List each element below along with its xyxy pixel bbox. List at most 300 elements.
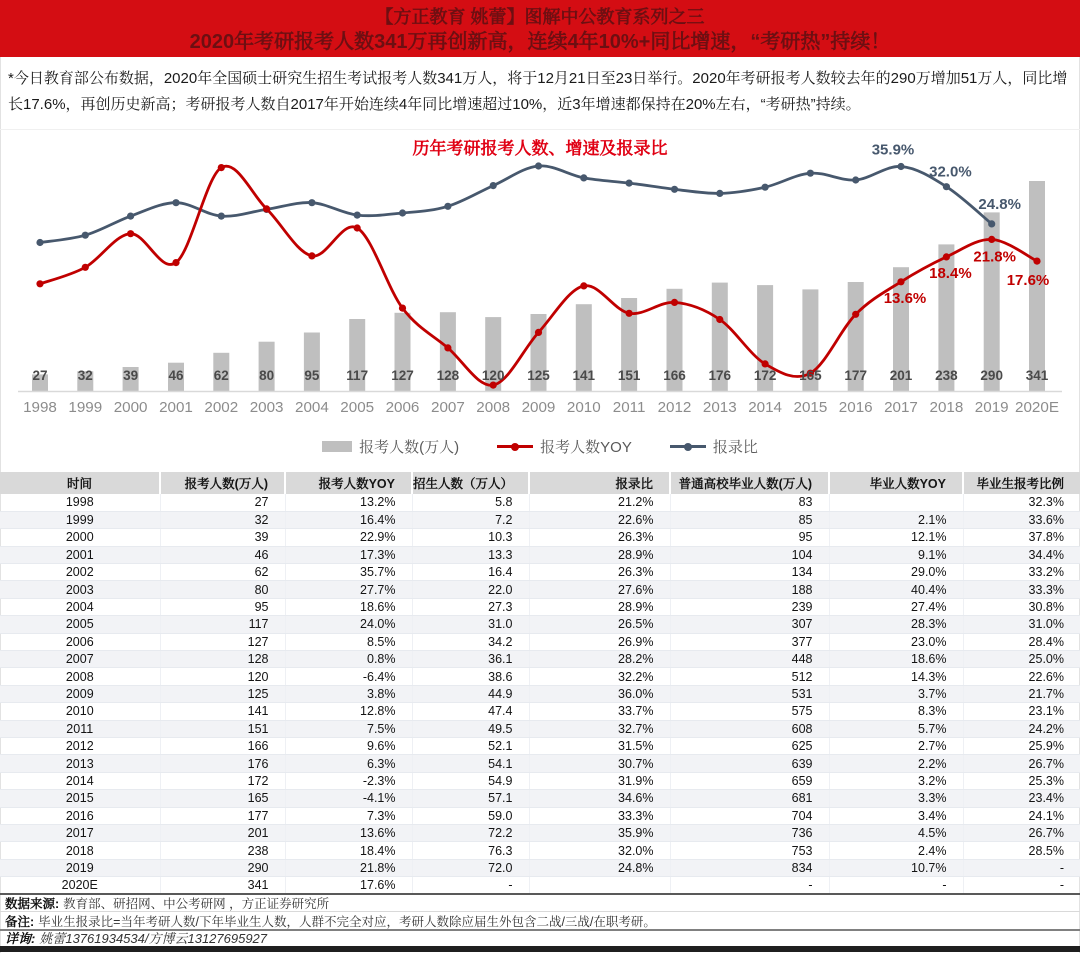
table-cell: 25.9% [963, 737, 1080, 754]
table-cell: 21.2% [529, 494, 670, 511]
x-tick-label: 2011 [612, 399, 646, 416]
table-column-header: 时间 [0, 472, 160, 494]
data-point [444, 344, 451, 351]
x-tick-label: 2010 [566, 399, 601, 416]
table-cell: 238 [160, 842, 285, 859]
table-cell: 7.5% [285, 720, 412, 737]
x-tick-label: 2009 [521, 399, 556, 416]
table-cell: 32 [160, 511, 285, 528]
data-point [580, 282, 587, 289]
table-cell: -6.4% [285, 668, 412, 685]
table-cell: 23.1% [963, 703, 1080, 720]
table-cell: 30.7% [529, 755, 670, 772]
table-cell: 13.6% [285, 824, 412, 841]
table-cell: 62 [160, 564, 285, 581]
x-tick-label: 2017 [884, 399, 918, 416]
table-cell: 25.3% [963, 772, 1080, 789]
table-cell: 27.7% [285, 581, 412, 598]
table-cell: 28.4% [963, 633, 1080, 650]
table-cell: 104 [670, 546, 829, 563]
x-tick-label: 2013 [702, 399, 737, 416]
table-cell: 12.1% [829, 529, 963, 546]
legend-yoy-dot [511, 443, 519, 451]
table-row [0, 842, 1080, 859]
table-cell: 1998 [0, 494, 160, 511]
table-cell: 44.9 [412, 685, 529, 702]
table-cell: 72.0 [412, 859, 529, 876]
bar-value-label: 290 [980, 368, 1003, 383]
table-cell: 32.7% [529, 720, 670, 737]
table-cell: 16.4 [412, 564, 529, 581]
table-cell: 448 [670, 651, 829, 668]
table-cell: 35.7% [285, 564, 412, 581]
data-point [172, 199, 179, 206]
table-cell: 5.8 [412, 494, 529, 511]
table-cell: 2005 [0, 616, 160, 633]
table-column-header: 报录比 [529, 472, 670, 494]
data-point [354, 212, 361, 219]
table-cell: 32.3% [963, 494, 1080, 511]
annotation-label: 24.8% [978, 195, 1021, 213]
x-tick-label: 2006 [385, 399, 420, 416]
x-tick-label: 1999 [68, 399, 103, 416]
bar-value-label: 32 [77, 368, 93, 383]
data-point [218, 164, 225, 171]
bar [259, 342, 275, 391]
data-point [988, 236, 995, 243]
table-row [0, 824, 1080, 841]
table-cell: 17.3% [285, 546, 412, 563]
table-cell: 59.0 [412, 807, 529, 824]
annotation-label: 32.0% [929, 163, 972, 181]
table-cell: 2.1% [829, 511, 963, 528]
bar-value-label: 80 [259, 368, 275, 383]
x-tick-label: 2004 [295, 399, 329, 416]
table-row [0, 494, 1080, 511]
note-label: 备注: [5, 915, 35, 930]
bar-value-label: 27 [32, 368, 48, 383]
table-cell: 608 [670, 720, 829, 737]
data-point [399, 305, 406, 312]
table-cell: 83 [670, 494, 829, 511]
table-cell: 2018 [0, 842, 160, 859]
table-cell: 1999 [0, 511, 160, 528]
table-cell: 28.5% [963, 842, 1080, 859]
table-cell: 188 [670, 581, 829, 598]
table-cell: - [829, 877, 963, 895]
data-source-row [0, 895, 1080, 912]
table-row [0, 546, 1080, 563]
table-cell [529, 877, 670, 895]
data-point [127, 213, 134, 220]
table-row [0, 529, 1080, 546]
table-cell: 33.2% [963, 564, 1080, 581]
table-cell: 26.3% [529, 564, 670, 581]
table-cell: 34.2 [412, 633, 529, 650]
table-cell: 26.9% [529, 633, 670, 650]
x-tick-label: 2019 [974, 399, 1009, 416]
table-cell: 377 [670, 633, 829, 650]
annotation-label: 18.4% [929, 264, 972, 282]
table-cell: 95 [160, 598, 285, 615]
table-cell: 23.4% [963, 790, 1080, 807]
table-cell: 176 [160, 755, 285, 772]
data-point [490, 182, 497, 189]
table-cell: 9.1% [829, 546, 963, 563]
intro-paragraph: *今日教育部公布数据，2020年全国硕士研究生招生考试报考人数341万人，将于12月21日至23日举行。2020年考研报考人数较去年的290万增加51万人，同比增长17.6%，再创历史新高；考研报考人数自2017年开始连续4年同比增速超过10%，近3年增速都保持在20%左右，“考研热”持续。 [0, 57, 1080, 130]
table-cell: 26.7% [963, 824, 1080, 841]
table-cell: - [412, 877, 529, 895]
x-tick-label: 2012 [657, 399, 692, 416]
table-cell: 25.0% [963, 651, 1080, 668]
bar-value-label: 117 [346, 368, 369, 383]
table-cell: 2009 [0, 685, 160, 702]
contact-label: 详询: [5, 931, 36, 947]
data-point [82, 264, 89, 271]
table-cell: 753 [670, 842, 829, 859]
table-cell: 21.8% [285, 859, 412, 876]
table-cell: 33.7% [529, 703, 670, 720]
data-point [580, 174, 587, 181]
table-column-header: 普通高校毕业人数(万人) [670, 472, 829, 494]
x-tick-label: 2014 [748, 399, 782, 416]
bar-value-label: 201 [889, 368, 913, 383]
bar-value-label: 141 [572, 368, 596, 383]
table-cell: -4.1% [285, 790, 412, 807]
note-row [0, 912, 1080, 931]
x-tick-label: 2020E [1015, 399, 1059, 416]
legend-ratio-line-swatch [670, 445, 706, 448]
bar-value-label: 128 [436, 368, 460, 383]
table-cell: 17.6% [285, 877, 412, 895]
x-tick-label: 2003 [249, 399, 284, 416]
table-cell: 30.8% [963, 598, 1080, 615]
table-cell: 165 [160, 790, 285, 807]
x-tick-label: 2005 [340, 399, 375, 416]
table-cell: 2001 [0, 546, 160, 563]
data-point [716, 190, 723, 197]
table-cell: 29.0% [829, 564, 963, 581]
table-cell: 341 [160, 877, 285, 895]
table-cell: 512 [670, 668, 829, 685]
table-cell: 2002 [0, 564, 160, 581]
table-cell: 54.9 [412, 772, 529, 789]
data-source-text: 教育部、研招网、中公考研网 ，方正证券研究所 [63, 897, 330, 912]
table-cell: 127 [160, 633, 285, 650]
x-tick-label: 1998 [23, 399, 57, 416]
table-cell: 35.9% [529, 824, 670, 841]
data-point [852, 176, 859, 183]
chart-legend [0, 436, 1080, 457]
table-cell: 172 [160, 772, 285, 789]
table-cell: 2010 [0, 703, 160, 720]
data-point [943, 183, 950, 190]
table-row [0, 755, 1080, 772]
table-cell: 33.3% [963, 581, 1080, 598]
table-cell: -2.3% [285, 772, 412, 789]
data-point [399, 209, 406, 216]
table-cell: 2016 [0, 807, 160, 824]
table-row [0, 772, 1080, 789]
table-cell: 2008 [0, 668, 160, 685]
table-cell: 12.8% [285, 703, 412, 720]
data-point [716, 316, 723, 323]
table-cell: 10.7% [829, 859, 963, 876]
table-cell: 85 [670, 511, 829, 528]
table-row [0, 581, 1080, 598]
legend-label-ratio: 报录比 [712, 439, 758, 456]
table-cell [829, 494, 963, 511]
table-cell: 22.9% [285, 529, 412, 546]
table-cell: 639 [670, 755, 829, 772]
legend-item-applicants [322, 436, 459, 457]
table-cell: 27.6% [529, 581, 670, 598]
table-cell: 6.3% [285, 755, 412, 772]
x-tick-label: 2001 [159, 399, 193, 416]
data-point [671, 186, 678, 193]
data-point [218, 213, 225, 220]
table-cell: 704 [670, 807, 829, 824]
table-row [0, 859, 1080, 876]
data-point [807, 170, 814, 177]
table-cell: 28.9% [529, 598, 670, 615]
bar-value-label: 39 [123, 368, 139, 383]
annotation-label: 13.6% [883, 289, 927, 307]
table-cell: 32.2% [529, 668, 670, 685]
x-tick-label: 2015 [793, 399, 828, 416]
table-cell: 2011 [0, 720, 160, 737]
table-cell: 659 [670, 772, 829, 789]
table-cell: 18.6% [829, 651, 963, 668]
table-cell: 2004 [0, 598, 160, 615]
legend-label-applicants: 报考人数(万人) [359, 439, 460, 456]
bar-value-label: 46 [168, 368, 184, 383]
table-cell: 36.0% [529, 685, 670, 702]
table-cell: 18.4% [285, 842, 412, 859]
x-tick-label: 2007 [431, 399, 465, 416]
table-row [0, 511, 1080, 528]
table-cell: 32.0% [529, 842, 670, 859]
table-cell: 34.4% [963, 546, 1080, 563]
table-cell: 52.1 [412, 737, 529, 754]
table-cell: 151 [160, 720, 285, 737]
bar-value-label: 95 [304, 368, 320, 383]
table-column-header: 招生人数（万人） [412, 472, 529, 494]
data-point [988, 220, 995, 227]
table-cell: 34.6% [529, 790, 670, 807]
banner-series-title: 【方正教育 姚蕾】图解中公教育系列之三 [375, 7, 705, 27]
data-point [762, 360, 769, 367]
table-row [0, 651, 1080, 668]
table-row [0, 877, 1080, 895]
bar-value-label: 151 [617, 368, 641, 383]
table-cell: 24.8% [529, 859, 670, 876]
table-cell: 2000 [0, 529, 160, 546]
table-cell: 27.4% [829, 598, 963, 615]
table-cell: 0.8% [285, 651, 412, 668]
table-cell: 120 [160, 668, 285, 685]
data-point [897, 163, 904, 170]
table-cell: 76.3 [412, 842, 529, 859]
bar-value-label: 127 [391, 368, 414, 383]
data-point [36, 280, 43, 287]
table-cell: 33.6% [963, 511, 1080, 528]
table-row [0, 685, 1080, 702]
table-body [0, 494, 1080, 894]
legend-item-ratio [670, 436, 758, 457]
table-cell: 5.7% [829, 720, 963, 737]
table-cell: 39 [160, 529, 285, 546]
data-point [1033, 258, 1040, 265]
table-cell: 125 [160, 685, 285, 702]
table-cell: 3.8% [285, 685, 412, 702]
data-point [762, 184, 769, 191]
data-point [444, 203, 451, 210]
data-point [852, 311, 859, 318]
table-cell: 21.7% [963, 685, 1080, 702]
bar-value-label: 341 [1025, 368, 1049, 383]
table-cell: 38.6 [412, 668, 529, 685]
table-cell: 2006 [0, 633, 160, 650]
table-cell: 3.2% [829, 772, 963, 789]
table-cell: 128 [160, 651, 285, 668]
table-cell: 13.3 [412, 546, 529, 563]
series-line [40, 163, 992, 243]
table-cell: 13.2% [285, 494, 412, 511]
legend-label-yoy: 报考人数YOY [540, 439, 632, 456]
table-cell: - [963, 877, 1080, 895]
x-tick-label: 2008 [476, 399, 511, 416]
chart-title: 历年考研报考人数、增速及报录比 [412, 139, 668, 158]
table-cell: 2015 [0, 790, 160, 807]
table-cell: 8.5% [285, 633, 412, 650]
chart-section [0, 130, 1080, 460]
table-cell: 3.7% [829, 685, 963, 702]
table-row [0, 737, 1080, 754]
table-cell: 531 [670, 685, 829, 702]
table-cell: 2007 [0, 651, 160, 668]
table-cell: 26.7% [963, 755, 1080, 772]
data-point [36, 239, 43, 246]
data-point [535, 329, 542, 336]
table-head [0, 472, 1080, 494]
x-tick-label: 2002 [204, 399, 239, 416]
table-cell: 8.3% [829, 703, 963, 720]
table-cell: 681 [670, 790, 829, 807]
data-point [897, 278, 904, 285]
table-cell: 4.5% [829, 824, 963, 841]
table-cell: 7.2 [412, 511, 529, 528]
legend-bar-swatch [322, 441, 352, 452]
table-cell: 54.1 [412, 755, 529, 772]
table-column-header: 报考人数YOY [285, 472, 412, 494]
data-table [0, 472, 1080, 895]
table-cell: 33.3% [529, 807, 670, 824]
legend-ratio-dot [684, 443, 692, 451]
table-cell: 2012 [0, 737, 160, 754]
contact-row [0, 931, 1080, 946]
data-point [535, 162, 542, 169]
table-cell: 3.3% [829, 790, 963, 807]
data-point [263, 205, 270, 212]
table-column-header: 毕业人数YOY [829, 472, 963, 494]
table-cell: 239 [670, 598, 829, 615]
data-point [626, 310, 633, 317]
table-cell: 18.6% [285, 598, 412, 615]
table-header-row [0, 472, 1080, 494]
table-cell: 57.1 [412, 790, 529, 807]
note-text: 毕业生报录比=当年考研人数/下年毕业生人数，人群不完全对应，考研人数除应届生外包含二战/三战/在职考研。 [38, 915, 656, 930]
annotation-label: 17.6% [1006, 272, 1050, 290]
table-cell: 28.9% [529, 546, 670, 563]
table-cell: 575 [670, 703, 829, 720]
data-source-label: 数据来源: [5, 897, 60, 912]
table-cell: 28.2% [529, 651, 670, 668]
data-point [354, 224, 361, 231]
data-point [626, 180, 633, 187]
bottom-divider-bar [0, 946, 1080, 952]
table-cell: 16.4% [285, 511, 412, 528]
combo-chart [0, 130, 1080, 460]
header-banner [0, 0, 1080, 57]
bar-value-label: 62 [213, 368, 229, 383]
bar-value-label: 177 [844, 368, 867, 383]
table-cell: 14.3% [829, 668, 963, 685]
table-cell: 307 [670, 616, 829, 633]
table-cell: 22.6% [963, 668, 1080, 685]
table-cell: 37.8% [963, 529, 1080, 546]
table-cell: 40.4% [829, 581, 963, 598]
table-cell: 2019 [0, 859, 160, 876]
table-cell: - [963, 859, 1080, 876]
table-row [0, 633, 1080, 650]
table-cell: 2003 [0, 581, 160, 598]
table-cell: 736 [670, 824, 829, 841]
table-cell: 72.2 [412, 824, 529, 841]
table-cell: 47.4 [412, 703, 529, 720]
table-cell: 625 [670, 737, 829, 754]
table-cell: 49.5 [412, 720, 529, 737]
table-cell: 3.4% [829, 807, 963, 824]
bar-value-label: 120 [481, 368, 505, 383]
table-cell: 26.3% [529, 529, 670, 546]
table-cell: 2.7% [829, 737, 963, 754]
data-point [127, 230, 134, 237]
table-row [0, 703, 1080, 720]
table-cell: 24.2% [963, 720, 1080, 737]
table-row [0, 598, 1080, 615]
table-row [0, 564, 1080, 581]
table-cell: 10.3 [412, 529, 529, 546]
table-cell: 22.0 [412, 581, 529, 598]
data-point [308, 199, 315, 206]
table-cell: 27.3 [412, 598, 529, 615]
table-row [0, 790, 1080, 807]
data-point [943, 253, 950, 260]
legend-yoy-line-swatch [497, 445, 533, 448]
table-cell: - [670, 877, 829, 895]
table-column-header: 毕业生报考比例 [963, 472, 1080, 494]
banner-headline: 2020年考研报考人数341万再创新高，连续4年10%+同比增速，“考研热”持续！ [189, 31, 891, 53]
table-cell: 134 [670, 564, 829, 581]
x-tick-label: 2000 [113, 399, 148, 416]
table-row [0, 668, 1080, 685]
table-cell: 9.6% [285, 737, 412, 754]
table-cell: 141 [160, 703, 285, 720]
table-cell: 290 [160, 859, 285, 876]
table-cell: 177 [160, 807, 285, 824]
x-tick-label: 2016 [838, 399, 873, 416]
